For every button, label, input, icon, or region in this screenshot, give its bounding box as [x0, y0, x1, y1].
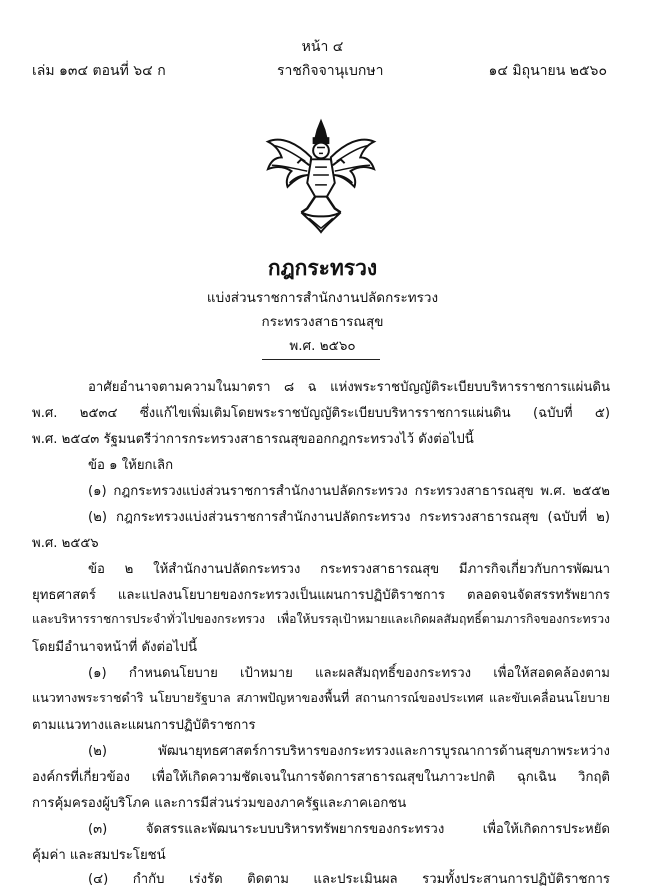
body-line: ยุทธศาสตร์ และแปลงนโยบายของกระทรวงเป็นแผนการปฏิบัติราชการ ตลอดจนจัดสรรทรัพยากร	[32, 588, 610, 603]
body-line: พ.ศ. ๒๕๔๓ รัฐมนตรีว่าการกระทรวงสาธารณสุขออกกฎกระทรวงไว้ ดังต่อไปนี้	[32, 432, 474, 447]
body-line: องค์กรที่เกี่ยวข้อง เพื่อให้เกิดความชัดเจนในการจัดการสาธารณสุขในภาวะปกติ ฉุกเฉิน วิกฤติ	[32, 770, 610, 785]
document-title: กฎกระทรวง	[267, 256, 378, 280]
body-line: โดยมีอำนาจหน้าที่ ดังต่อไปนี้	[32, 640, 198, 655]
subtitle-line: กระทรวงสาธารณสุข	[261, 314, 384, 330]
body-line: ข้อ ๑ ให้ยกเลิก	[88, 458, 174, 473]
body-line: การคุ้มครองผู้บริโภค และการมีส่วนร่วมของภาครัฐและภาคเอกชน	[32, 796, 407, 811]
body-line: (๒) กฎกระทรวงแบ่งส่วนราชการสำนักงานปลัดกระทรวง กระทรวงสาธารณสุข (ฉบับที่ ๒)	[88, 510, 610, 525]
body-line: พ.ศ. ๒๕๕๖	[32, 536, 99, 551]
body-line: (๑) กำหนดนโยบาย เป้าหมาย และผลสัมฤทธิ์ของกระทรวง เพื่อให้สอดคล้องตาม	[88, 666, 610, 681]
body-line: อาศัยอำนาจตามความในมาตรา ๘ ฉ แห่งพระราชบัญญัติระเบียบบริหารราชการแผ่นดิน	[88, 380, 610, 395]
garuda-emblem-icon	[262, 118, 380, 236]
body-line: (๓) จัดสรรและพัฒนาระบบบริหารทรัพยากรของกระทรวง เพื่อให้เกิดการประหยัด	[88, 822, 610, 837]
body-line: (๒) พัฒนายุทธศาสตร์การบริหารของกระทรวงและการบูรณาการด้านสุขภาพระหว่าง	[88, 744, 610, 759]
body-line: (๑) กฎกระทรวงแบ่งส่วนราชการสำนักงานปลัดกระทรวง กระทรวงสาธารณสุข พ.ศ. ๒๕๕๒	[88, 484, 610, 499]
body-line: (๔) กำกับ เร่งรัด ติดตาม และประเมินผล รวมทั้งประสานการปฏิบัติราชการ	[88, 872, 610, 887]
subtitle-line: พ.ศ. ๒๕๖๐	[289, 338, 356, 354]
publication-name: ราชกิจจานุเบกษา	[277, 63, 384, 79]
body-line: พ.ศ. ๒๕๓๔ ซึ่งแก้ไขเพิ่มเติมโดยพระราชบัญญัติระเบียบบริหารราชการแผ่นดิน (ฉบับที่ ๕)	[32, 406, 610, 421]
body-line: ตามแนวทางและแผนการปฏิบัติราชการ	[32, 718, 256, 733]
publication-date: ๑๔ มิถุนายน ๒๕๖๐	[488, 63, 607, 79]
body-line: แนวทางพระราชดำริ นโยบายรัฐบาล สภาพปัญหาของพื้นที่ สถานการณ์ของประเทศ และขับเคลื่อนนโยบาย	[32, 690, 610, 705]
page-number: หน้า ๔	[301, 39, 344, 55]
body-line: ข้อ ๒ ให้สำนักงานปลัดกระทรวง กระทรวงสาธารณสุข มีภารกิจเกี่ยวกับการพัฒนา	[88, 562, 610, 577]
body-line: และบริหารราชการประจำทั่วไปของกระทรวง เพื่อให้บรรลุเป้าหมายและเกิดผลสัมฤทธิ์ตามภารกิจของกระทรวง	[32, 612, 610, 626]
title-underline	[262, 359, 380, 360]
subtitle-line: แบ่งส่วนราชการสำนักงานปลัดกระทรวง	[206, 290, 439, 306]
body-line: คุ้มค่า และสมประโยชน์	[32, 848, 166, 863]
volume-info: เล่ม ๑๓๔ ตอนที่ ๖๔ ก	[32, 63, 166, 79]
